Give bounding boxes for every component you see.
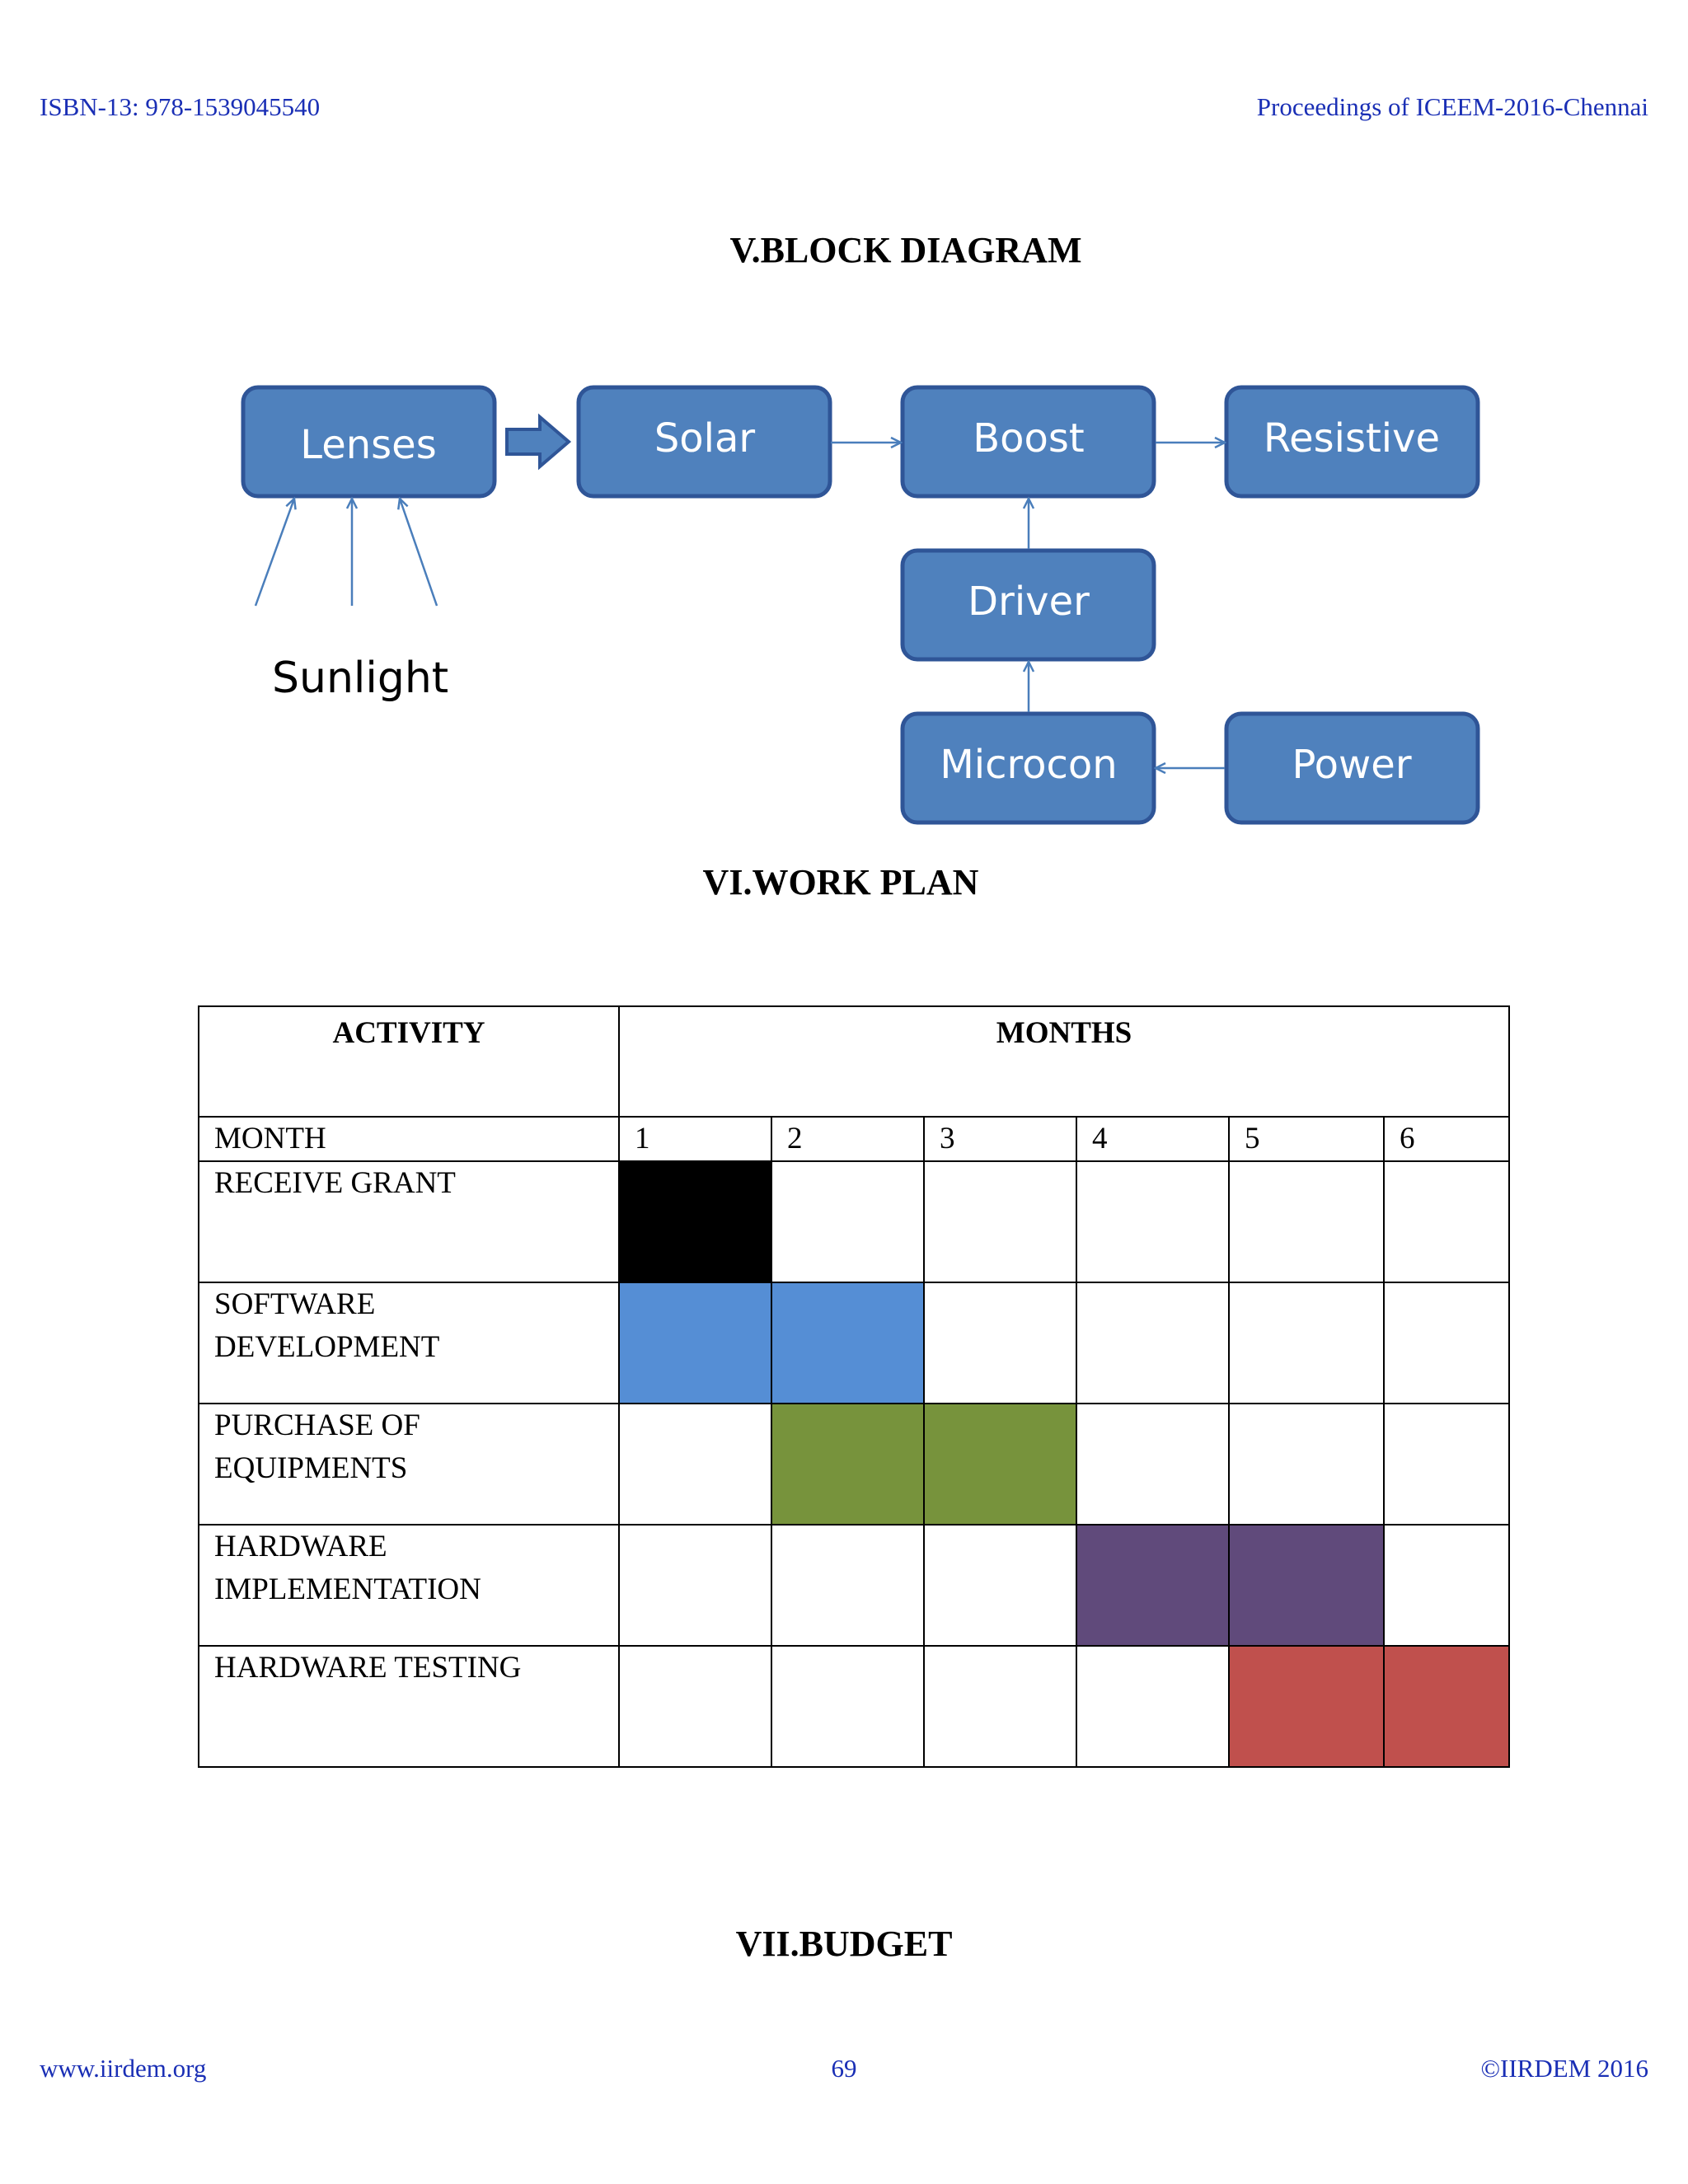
activity-row [199, 1161, 1509, 1282]
activity-header: ACTIVITY [199, 1006, 619, 1117]
block-lenses [243, 387, 495, 496]
sunlight-arrow-3 [400, 499, 437, 606]
schedule-cell [924, 1161, 1076, 1282]
month-row-label: MONTH [199, 1117, 619, 1161]
schedule-cell [1076, 1282, 1229, 1404]
month-number-cell: 4 [1076, 1117, 1229, 1161]
activity-label: SOFTWARE DEVELOPMENT [199, 1282, 619, 1404]
schedule-cell [1076, 1404, 1229, 1525]
activity-row [199, 1404, 1509, 1525]
schedule-cell [771, 1525, 924, 1646]
header-isbn: ISBN-13: 978-1539045540 [40, 92, 321, 121]
schedule-cell [771, 1161, 924, 1282]
activity-row [199, 1646, 1509, 1767]
month-number-cell: 1 [619, 1117, 771, 1161]
schedule-cell-active [1229, 1525, 1384, 1646]
month-number-cell: 6 [1384, 1117, 1509, 1161]
block-solar-label: Solar [654, 415, 756, 462]
schedule-cell-active [1076, 1525, 1229, 1646]
block-resistive-label: Resistive [1263, 415, 1441, 462]
schedule-cell [1229, 1404, 1384, 1525]
block-diagram-title: V.BLOCK DIAGRAM [729, 230, 1082, 270]
schedule-cell [1384, 1525, 1509, 1646]
budget-title: VII.BUDGET [735, 1924, 953, 1964]
schedule-cell [1384, 1404, 1509, 1525]
schedule-cell-active [771, 1404, 924, 1525]
footer-copyright: ©IIRDEM 2016 [1480, 2054, 1648, 2083]
schedule-cell [1384, 1282, 1509, 1404]
block-microcon [903, 714, 1154, 823]
activity-row [199, 1525, 1509, 1646]
activity-label: RECEIVE GRANT [199, 1161, 619, 1282]
work-plan-title: VI.WORK PLAN [702, 862, 979, 902]
header-proceedings: Proceedings of ICEEM-2016-Chennai [1256, 92, 1648, 121]
schedule-cell-active [619, 1282, 771, 1404]
schedule-cell [1229, 1282, 1384, 1404]
activity-label: PURCHASE OF EQUIPMENTS [199, 1404, 619, 1525]
month-number-cell: 3 [924, 1117, 1076, 1161]
block-solar [579, 387, 830, 496]
block-resistive [1226, 387, 1478, 496]
schedule-cell-active [1229, 1646, 1384, 1767]
month-number-row [199, 1117, 1509, 1161]
sunlight-label: Sunlight [272, 654, 449, 703]
schedule-cell [619, 1646, 771, 1767]
block-driver-label: Driver [968, 579, 1090, 625]
block-power [1226, 714, 1478, 823]
sunlight-arrow-1 [256, 499, 294, 606]
schedule-cell [924, 1525, 1076, 1646]
activity-label: HARDWARE IMPLEMENTATION [199, 1525, 619, 1646]
block-microcon-label: Microcon [940, 742, 1118, 788]
block-diagram [0, 0, 1688, 841]
schedule-cell [924, 1646, 1076, 1767]
months-header: MONTHS [619, 1006, 1509, 1117]
footer-page-number: 69 [831, 2054, 857, 2083]
schedule-cell [1229, 1161, 1384, 1282]
schedule-cell [771, 1646, 924, 1767]
schedule-cell [619, 1525, 771, 1646]
schedule-cell-active [771, 1282, 924, 1404]
work-plan-table [198, 1005, 1510, 1768]
schedule-cell [1384, 1161, 1509, 1282]
block-boost [903, 387, 1154, 496]
activity-row [199, 1282, 1509, 1404]
table-header-row [199, 1006, 1509, 1117]
schedule-cell [619, 1404, 771, 1525]
block-boost-label: Boost [973, 415, 1085, 462]
footer-website: www.iirdem.org [40, 2054, 207, 2083]
schedule-cell [1076, 1646, 1229, 1767]
month-number-cell: 5 [1229, 1117, 1384, 1161]
block-arrow-lenses-solar [507, 417, 569, 466]
schedule-cell-active [1384, 1646, 1509, 1767]
activity-label: HARDWARE TESTING [199, 1646, 619, 1767]
month-number-cell: 2 [771, 1117, 924, 1161]
schedule-cell-active [619, 1161, 771, 1282]
block-lenses-label: Lenses [300, 422, 437, 468]
block-driver [903, 551, 1154, 659]
block-power-label: Power [1292, 742, 1412, 788]
schedule-cell [924, 1282, 1076, 1404]
schedule-cell-active [924, 1404, 1076, 1525]
schedule-cell [1076, 1161, 1229, 1282]
